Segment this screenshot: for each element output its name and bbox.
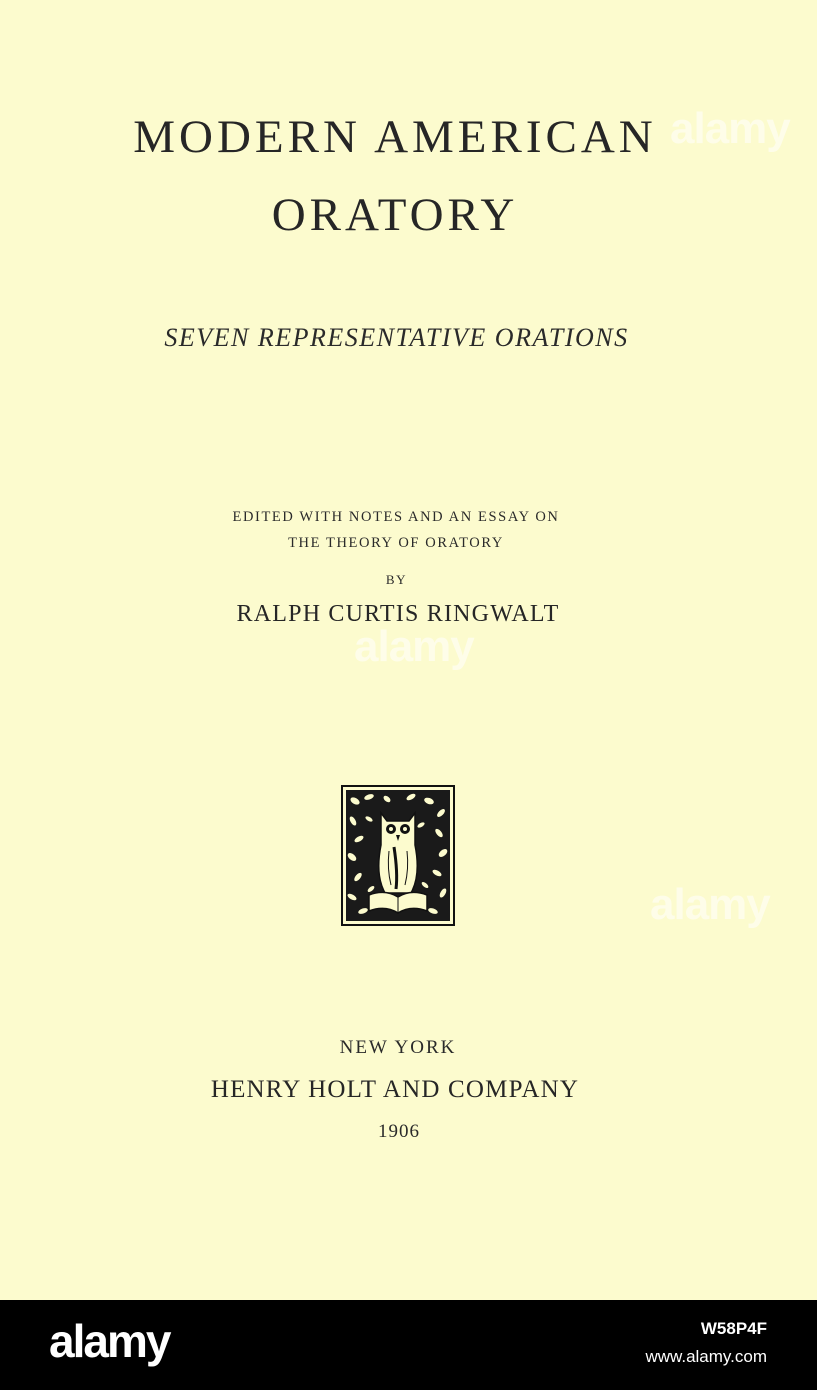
image-id: W58P4F <box>700 1319 767 1338</box>
by-label: BY <box>385 572 408 587</box>
author-name: RALPH CURTIS RINGWALT <box>236 601 560 627</box>
watermark-text: alamy <box>650 880 770 929</box>
site-url: www.alamy.com <box>645 1347 767 1366</box>
publisher-name: HENRY HOLT AND COMPANY <box>210 1076 580 1103</box>
book-title-line-1: MODERN AMERICAN <box>133 111 657 163</box>
publication-place: NEW YORK <box>339 1037 457 1058</box>
watermark-text: alamy <box>670 104 790 153</box>
watermark-text: alamy <box>354 622 474 671</box>
editor-note-line-1: EDITED WITH NOTES AND AN ESSAY ON <box>232 509 560 525</box>
editor-note-line-2: THE THEORY OF ORATORY <box>288 535 504 551</box>
publication-year: 1906 <box>378 1121 420 1142</box>
book-title-line-2: ORATORY <box>271 189 519 241</box>
owl-printers-mark-icon <box>341 785 455 926</box>
alamy-logo: alamy <box>49 1315 170 1367</box>
book-subtitle: SEVEN REPRESENTATIVE ORATIONS <box>164 323 629 352</box>
